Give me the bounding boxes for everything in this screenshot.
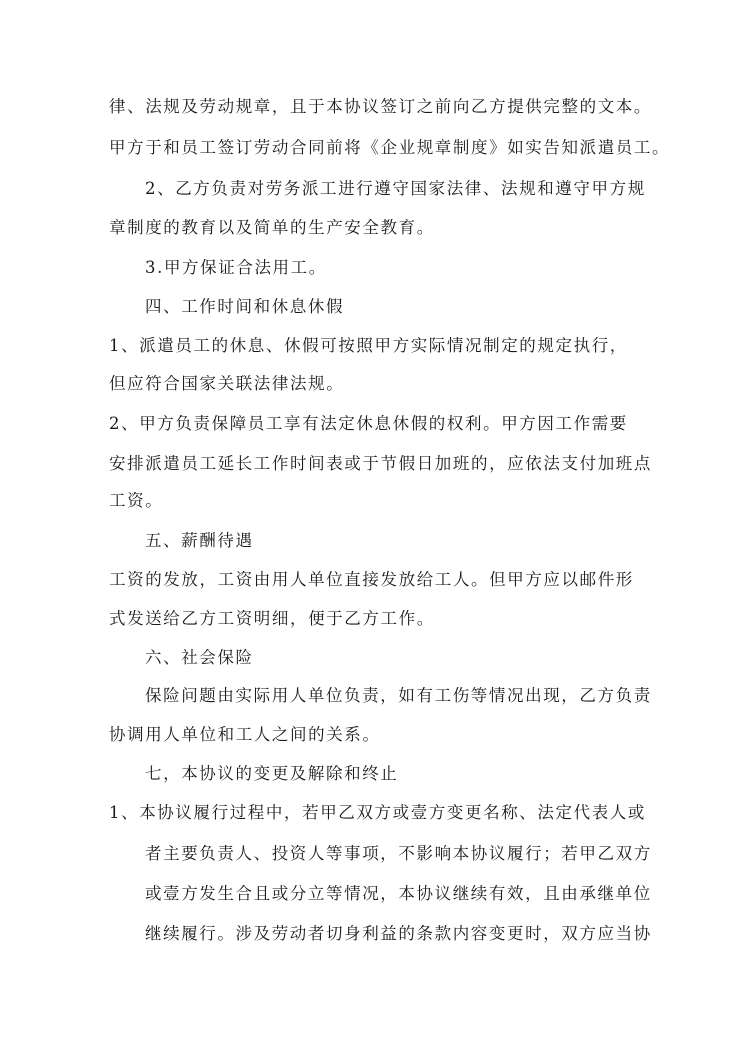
text-line: 1、本协议履行过程中，若甲乙双方或壹方变更名称、法定代表人或 [109, 803, 646, 822]
section-heading: 六、社会保险 [145, 648, 254, 667]
text-line: 2、乙方负责对劳务派工进行遵守国家法律、法规和遵守甲方规 [145, 179, 646, 198]
text-line: 章制度的教育以及简单的生产安全教育。 [109, 218, 435, 237]
section-heading: 四、工作时间和休息休假 [145, 297, 345, 316]
section-heading: 五、薪酬待遇 [145, 531, 254, 550]
text-line: 者主要负责人、投资人等事项，不影响本协议履行；若甲乙双方 [145, 844, 652, 863]
text-line: 3.甲方保证合法用工。 [145, 258, 327, 277]
text-line: 但应符合国家关联法律法规。 [109, 374, 345, 393]
text-line: 或壹方发生合且或分立等情况，本协议继续有效，且由承继单位 [145, 884, 652, 903]
text-line: 工资。 [109, 491, 164, 510]
text-line: 继续履行。涉及劳动者切身利益的条款内容变更时，双方应当协 [145, 924, 652, 943]
text-line: 甲方于和员工签订劳动合同前将《企业规章制度》如实告知派遣员工。 [109, 138, 671, 157]
text-line: 1、派遣员工的休息、休假可按照甲方实际情况制定的规定执行， [109, 336, 628, 355]
text-line: 律、法规及劳动规章，且于本协议签订之前向乙方提供完整的文本。 [109, 97, 652, 116]
text-line: 式发送给乙方工资明细，便于乙方工作。 [109, 609, 435, 628]
text-line: 工资的发放，工资由用人单位直接发放给工人。但甲方应以邮件形 [109, 570, 634, 589]
section-heading: 七，本协议的变更及解除和终止 [145, 764, 399, 783]
text-line: 安排派遣员工延长工作时间表或于节假日加班的，应依法支付加班点 [109, 454, 652, 473]
text-line: 2、甲方负责保障员工享有法定休息休假的权利。甲方因工作需要 [109, 414, 628, 433]
text-line: 保险问题由实际用人单位负责，如有工伤等情况出现，乙方负责 [145, 686, 652, 705]
text-line: 协调用人单位和工人之间的关系。 [109, 725, 381, 744]
